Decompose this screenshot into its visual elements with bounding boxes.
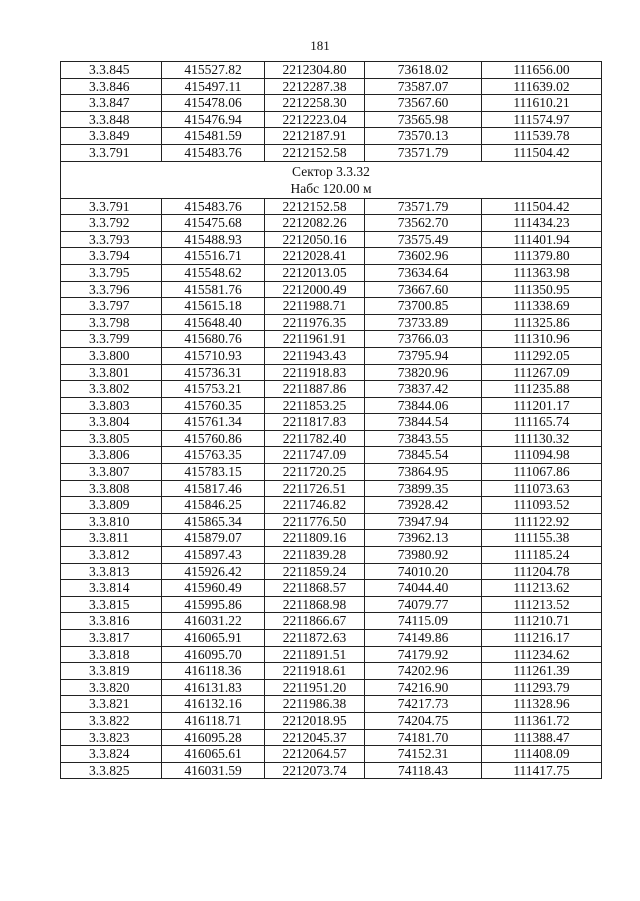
cell-local-x: 73733.89: [365, 314, 482, 331]
cell-local-x: 74202.96: [365, 663, 482, 680]
cell-local-y: 111073.63: [482, 480, 602, 497]
table-row: [61, 646, 602, 663]
cell-local-y: 111201.17: [482, 397, 602, 414]
cell-local-x: 74181.70: [365, 729, 482, 746]
cell-coord-x: 415761.34: [162, 414, 265, 431]
cell-local-y: 111639.02: [482, 78, 602, 95]
cell-point-id: 3.3.806: [61, 447, 162, 464]
cell-local-y: 111408.09: [482, 746, 602, 763]
cell-coord-y: 2211726.51: [265, 480, 365, 497]
cell-local-x: 73571.79: [365, 144, 482, 161]
cell-local-x: 73567.60: [365, 95, 482, 112]
cell-coord-x: 415548.62: [162, 264, 265, 281]
cell-point-id: 3.3.812: [61, 547, 162, 564]
table-row: [61, 762, 602, 779]
table-row: [61, 62, 602, 79]
cell-point-id: 3.3.794: [61, 248, 162, 265]
cell-local-x: 73571.79: [365, 198, 482, 215]
table-row: [61, 298, 602, 315]
cell-coord-x: 416065.91: [162, 630, 265, 647]
cell-coord-y: 2211951.20: [265, 679, 365, 696]
cell-point-id: 3.3.791: [61, 198, 162, 215]
cell-local-y: 111361.72: [482, 712, 602, 729]
table-row: [61, 397, 602, 414]
table-row: [61, 547, 602, 564]
cell-coord-y: 2211776.50: [265, 513, 365, 530]
cell-local-y: 111504.42: [482, 144, 602, 161]
cell-coord-x: 415865.34: [162, 513, 265, 530]
cell-coord-y: 2211918.83: [265, 364, 365, 381]
cell-coord-y: 2211961.91: [265, 331, 365, 348]
cell-coord-y: 2211891.51: [265, 646, 365, 663]
table-row: [61, 381, 602, 398]
cell-point-id: 3.3.848: [61, 111, 162, 128]
cell-coord-x: 415488.93: [162, 231, 265, 248]
cell-coord-y: 2211853.25: [265, 397, 365, 414]
cell-point-id: 3.3.823: [61, 729, 162, 746]
cell-local-y: 111216.17: [482, 630, 602, 647]
cell-local-x: 74115.09: [365, 613, 482, 630]
table-row: [61, 347, 602, 364]
cell-coord-x: 415615.18: [162, 298, 265, 315]
table-row: [61, 679, 602, 696]
cell-local-y: 111213.62: [482, 580, 602, 597]
cell-point-id: 3.3.795: [61, 264, 162, 281]
cell-coord-y: 2212018.95: [265, 712, 365, 729]
cell-local-x: 74179.92: [365, 646, 482, 663]
cell-point-id: 3.3.802: [61, 381, 162, 398]
cell-coord-y: 2212050.16: [265, 231, 365, 248]
cell-coord-x: 415846.25: [162, 497, 265, 514]
cell-coord-x: 415736.31: [162, 364, 265, 381]
cell-coord-x: 415753.21: [162, 381, 265, 398]
table-row: [61, 144, 602, 161]
cell-local-x: 74079.77: [365, 596, 482, 613]
cell-point-id: 3.3.814: [61, 580, 162, 597]
cell-local-y: 111210.71: [482, 613, 602, 630]
cell-local-x: 73667.60: [365, 281, 482, 298]
cell-local-x: 74044.40: [365, 580, 482, 597]
table-row: [61, 331, 602, 348]
cell-coord-x: 415926.42: [162, 563, 265, 580]
cell-coord-y: 2211839.28: [265, 547, 365, 564]
table-row: [61, 530, 602, 547]
coordinates-table-wrapper: [60, 61, 601, 779]
table-row: [61, 281, 602, 298]
cell-coord-y: 2212064.57: [265, 746, 365, 763]
cell-coord-x: 415680.76: [162, 331, 265, 348]
cell-local-x: 73844.54: [365, 414, 482, 431]
cell-local-y: 111067.86: [482, 464, 602, 481]
cell-local-y: 111417.75: [482, 762, 602, 779]
cell-point-id: 3.3.798: [61, 314, 162, 331]
cell-coord-x: 416118.71: [162, 712, 265, 729]
cell-local-x: 74204.75: [365, 712, 482, 729]
cell-coord-y: 2212073.74: [265, 762, 365, 779]
cell-local-y: 111350.95: [482, 281, 602, 298]
cell-coord-x: 415897.43: [162, 547, 265, 564]
cell-coord-x: 415527.82: [162, 62, 265, 79]
cell-local-y: 111235.88: [482, 381, 602, 398]
table-row: [61, 364, 602, 381]
cell-point-id: 3.3.809: [61, 497, 162, 514]
cell-coord-y: 2211887.86: [265, 381, 365, 398]
section-title: Сектор 3.3.32: [292, 163, 370, 179]
cell-point-id: 3.3.811: [61, 530, 162, 547]
section-header-cell: [61, 161, 602, 198]
cell-local-x: 74118.43: [365, 762, 482, 779]
cell-coord-y: 2212304.80: [265, 62, 365, 79]
cell-coord-y: 2211868.98: [265, 596, 365, 613]
cell-local-x: 73587.07: [365, 78, 482, 95]
cell-local-x: 73795.94: [365, 347, 482, 364]
cell-coord-y: 2212082.26: [265, 215, 365, 232]
cell-coord-x: 415710.93: [162, 347, 265, 364]
cell-coord-y: 2211782.40: [265, 430, 365, 447]
cell-point-id: 3.3.847: [61, 95, 162, 112]
cell-coord-x: 416031.59: [162, 762, 265, 779]
cell-local-y: 111504.42: [482, 198, 602, 215]
table-row: [61, 663, 602, 680]
cell-point-id: 3.3.799: [61, 331, 162, 348]
cell-coord-x: 416095.28: [162, 729, 265, 746]
cell-coord-y: 2211809.16: [265, 530, 365, 547]
rows-before-section: [61, 62, 602, 162]
table-row: [61, 596, 602, 613]
cell-coord-x: 415476.94: [162, 111, 265, 128]
table-row: [61, 513, 602, 530]
cell-coord-y: 2212152.58: [265, 198, 365, 215]
cell-coord-y: 2211872.63: [265, 630, 365, 647]
page-number: 181: [310, 38, 330, 53]
cell-coord-y: 2212013.05: [265, 264, 365, 281]
cell-local-x: 73899.35: [365, 480, 482, 497]
cell-local-x: 73575.49: [365, 231, 482, 248]
cell-coord-x: 415879.07: [162, 530, 265, 547]
cell-coord-x: 415817.46: [162, 480, 265, 497]
table-row: [61, 447, 602, 464]
cell-coord-x: 416131.83: [162, 679, 265, 696]
cell-local-y: 111234.62: [482, 646, 602, 663]
table-row: [61, 414, 602, 431]
cell-local-y: 111574.97: [482, 111, 602, 128]
cell-local-x: 73837.42: [365, 381, 482, 398]
rows-after-section: [61, 198, 602, 779]
cell-local-y: 111379.80: [482, 248, 602, 265]
cell-point-id: 3.3.817: [61, 630, 162, 647]
cell-local-y: 111610.21: [482, 95, 602, 112]
cell-point-id: 3.3.807: [61, 464, 162, 481]
cell-point-id: 3.3.793: [61, 231, 162, 248]
cell-coord-y: 2211720.25: [265, 464, 365, 481]
cell-coord-x: 415516.71: [162, 248, 265, 265]
coordinates-table: [60, 61, 602, 779]
cell-coord-y: 2212045.37: [265, 729, 365, 746]
cell-local-y: 111213.52: [482, 596, 602, 613]
cell-coord-y: 2211988.71: [265, 298, 365, 315]
cell-local-y: 111539.78: [482, 128, 602, 145]
cell-coord-y: 2212258.30: [265, 95, 365, 112]
table-row: [61, 215, 602, 232]
table-row: [61, 464, 602, 481]
cell-point-id: 3.3.824: [61, 746, 162, 763]
cell-coord-x: 416031.22: [162, 613, 265, 630]
cell-point-id: 3.3.816: [61, 613, 162, 630]
cell-coord-y: 2211986.38: [265, 696, 365, 713]
section-header-row: [61, 161, 602, 198]
cell-point-id: 3.3.846: [61, 78, 162, 95]
cell-local-y: 111155.38: [482, 530, 602, 547]
cell-local-x: 73570.13: [365, 128, 482, 145]
cell-local-y: 111293.79: [482, 679, 602, 696]
cell-point-id: 3.3.849: [61, 128, 162, 145]
cell-local-y: 111434.23: [482, 215, 602, 232]
cell-local-y: 111204.78: [482, 563, 602, 580]
cell-point-id: 3.3.819: [61, 663, 162, 680]
cell-local-x: 73565.98: [365, 111, 482, 128]
cell-local-y: 111656.00: [482, 62, 602, 79]
cell-coord-y: 2211868.57: [265, 580, 365, 597]
cell-coord-y: 2211943.43: [265, 347, 365, 364]
cell-local-x: 74217.73: [365, 696, 482, 713]
cell-point-id: 3.3.820: [61, 679, 162, 696]
table-row: [61, 198, 602, 215]
cell-local-y: 111165.74: [482, 414, 602, 431]
cell-local-y: 111093.52: [482, 497, 602, 514]
cell-point-id: 3.3.796: [61, 281, 162, 298]
cell-coord-y: 2212287.38: [265, 78, 365, 95]
cell-local-y: 111325.86: [482, 314, 602, 331]
cell-coord-y: 2211747.09: [265, 447, 365, 464]
cell-local-y: 111401.94: [482, 231, 602, 248]
cell-local-x: 74010.20: [365, 563, 482, 580]
cell-coord-y: 2212187.91: [265, 128, 365, 145]
cell-local-x: 73634.64: [365, 264, 482, 281]
cell-local-x: 74152.31: [365, 746, 482, 763]
section-subtitle: Набс 120.00 м: [290, 180, 372, 196]
cell-coord-y: 2211866.67: [265, 613, 365, 630]
table-row: [61, 430, 602, 447]
cell-local-y: 111363.98: [482, 264, 602, 281]
table-row: [61, 729, 602, 746]
cell-coord-y: 2212223.04: [265, 111, 365, 128]
cell-coord-x: 415763.35: [162, 447, 265, 464]
cell-local-x: 73700.85: [365, 298, 482, 315]
cell-coord-y: 2211918.61: [265, 663, 365, 680]
cell-local-y: 111388.47: [482, 729, 602, 746]
cell-coord-y: 2211859.24: [265, 563, 365, 580]
cell-coord-y: 2212152.58: [265, 144, 365, 161]
cell-local-x: 73864.95: [365, 464, 482, 481]
cell-local-x: 74216.90: [365, 679, 482, 696]
cell-coord-y: 2212000.49: [265, 281, 365, 298]
cell-local-x: 74149.86: [365, 630, 482, 647]
cell-local-x: 73562.70: [365, 215, 482, 232]
cell-point-id: 3.3.825: [61, 762, 162, 779]
cell-point-id: 3.3.813: [61, 563, 162, 580]
cell-local-x: 73844.06: [365, 397, 482, 414]
cell-local-x: 73843.55: [365, 430, 482, 447]
table-row: [61, 630, 602, 647]
cell-local-y: 111185.24: [482, 547, 602, 564]
cell-local-x: 73947.94: [365, 513, 482, 530]
cell-local-y: 111267.09: [482, 364, 602, 381]
table-row: [61, 264, 602, 281]
cell-local-x: 73845.54: [365, 447, 482, 464]
cell-point-id: 3.3.822: [61, 712, 162, 729]
cell-local-y: 111130.32: [482, 430, 602, 447]
table-row: [61, 111, 602, 128]
cell-point-id: 3.3.815: [61, 596, 162, 613]
cell-coord-x: 415481.59: [162, 128, 265, 145]
cell-coord-x: 415760.35: [162, 397, 265, 414]
table-row: [61, 497, 602, 514]
cell-coord-x: 415581.76: [162, 281, 265, 298]
cell-point-id: 3.3.818: [61, 646, 162, 663]
table-row: [61, 95, 602, 112]
table-row: [61, 314, 602, 331]
cell-coord-x: 415483.76: [162, 198, 265, 215]
cell-point-id: 3.3.845: [61, 62, 162, 79]
cell-point-id: 3.3.804: [61, 414, 162, 431]
cell-coord-x: 416132.16: [162, 696, 265, 713]
cell-coord-x: 415783.15: [162, 464, 265, 481]
cell-local-x: 73766.03: [365, 331, 482, 348]
table-row: [61, 248, 602, 265]
table-row: [61, 128, 602, 145]
cell-coord-x: 416065.61: [162, 746, 265, 763]
cell-coord-x: 415648.40: [162, 314, 265, 331]
cell-point-id: 3.3.792: [61, 215, 162, 232]
cell-coord-x: 415960.49: [162, 580, 265, 597]
table-row: [61, 563, 602, 580]
cell-point-id: 3.3.791: [61, 144, 162, 161]
cell-coord-x: 415497.11: [162, 78, 265, 95]
cell-local-y: 111292.05: [482, 347, 602, 364]
cell-local-x: 73962.13: [365, 530, 482, 547]
cell-coord-y: 2211817.83: [265, 414, 365, 431]
cell-coord-y: 2212028.41: [265, 248, 365, 265]
table-row: [61, 746, 602, 763]
table-row: [61, 580, 602, 597]
cell-local-x: 73980.92: [365, 547, 482, 564]
cell-coord-x: 415475.68: [162, 215, 265, 232]
cell-coord-y: 2211976.35: [265, 314, 365, 331]
table-row: [61, 231, 602, 248]
cell-local-x: 73602.96: [365, 248, 482, 265]
cell-local-x: 73618.02: [365, 62, 482, 79]
cell-point-id: 3.3.801: [61, 364, 162, 381]
table-row: [61, 696, 602, 713]
cell-point-id: 3.3.800: [61, 347, 162, 364]
cell-local-y: 111328.96: [482, 696, 602, 713]
cell-point-id: 3.3.805: [61, 430, 162, 447]
cell-point-id: 3.3.808: [61, 480, 162, 497]
cell-coord-x: 415483.76: [162, 144, 265, 161]
cell-local-x: 73820.96: [365, 364, 482, 381]
table-row: [61, 712, 602, 729]
cell-coord-x: 416118.36: [162, 663, 265, 680]
table-row: [61, 78, 602, 95]
table-row: [61, 613, 602, 630]
cell-local-x: 73928.42: [365, 497, 482, 514]
cell-coord-x: 415995.86: [162, 596, 265, 613]
cell-local-y: 111261.39: [482, 663, 602, 680]
cell-local-y: 111338.69: [482, 298, 602, 315]
cell-coord-x: 415478.06: [162, 95, 265, 112]
cell-point-id: 3.3.797: [61, 298, 162, 315]
cell-coord-y: 2211746.82: [265, 497, 365, 514]
section-header-group: [61, 161, 602, 198]
cell-point-id: 3.3.821: [61, 696, 162, 713]
cell-point-id: 3.3.810: [61, 513, 162, 530]
cell-coord-x: 416095.70: [162, 646, 265, 663]
cell-local-y: 111122.92: [482, 513, 602, 530]
cell-local-y: 111310.96: [482, 331, 602, 348]
cell-local-y: 111094.98: [482, 447, 602, 464]
cell-coord-x: 415760.86: [162, 430, 265, 447]
table-row: [61, 480, 602, 497]
cell-point-id: 3.3.803: [61, 397, 162, 414]
